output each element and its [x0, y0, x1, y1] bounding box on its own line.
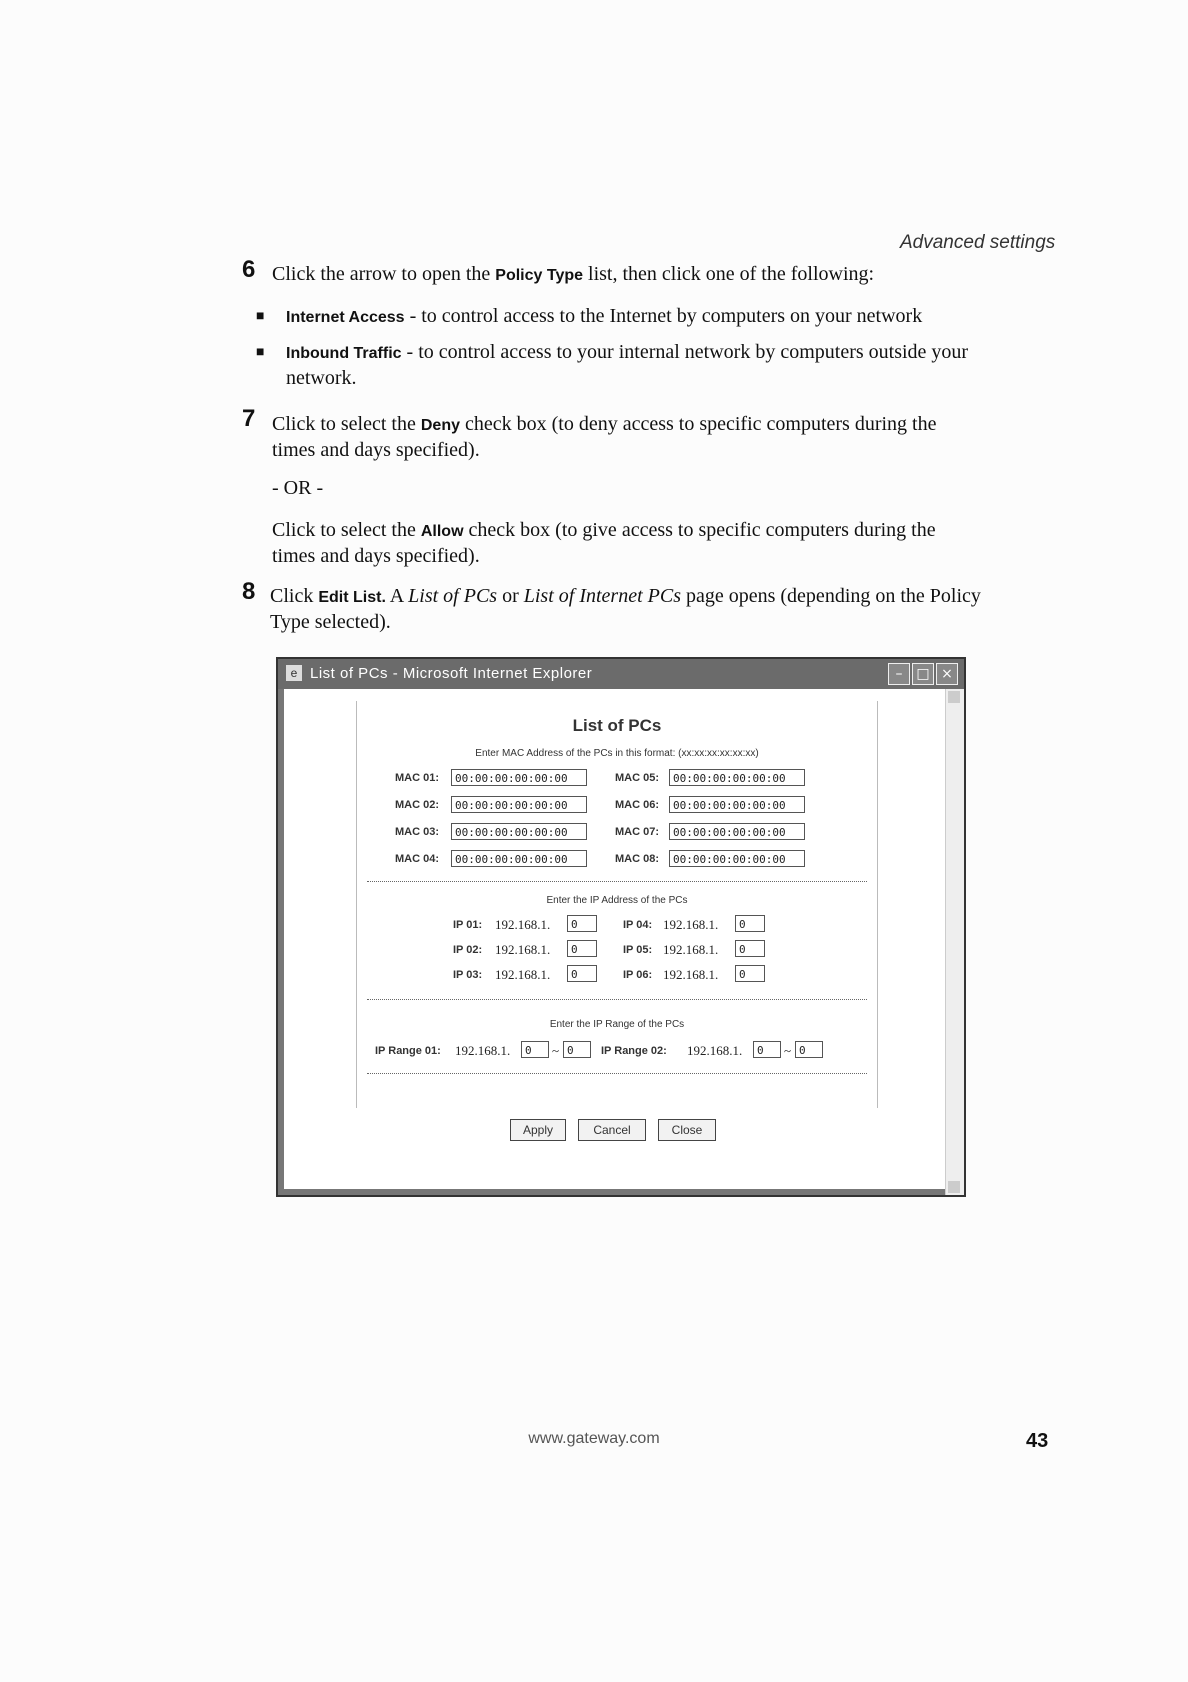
ip-label: IP 05:	[623, 944, 653, 956]
ip-input[interactable]: 0	[735, 940, 765, 957]
ip-prefix: 192.168.1.	[495, 917, 551, 932]
window-border	[278, 689, 284, 1195]
bullet-text-cont: network.	[286, 367, 357, 389]
ip-input[interactable]: 0	[735, 915, 765, 932]
step-text	[270, 584, 1070, 634]
allow-term: Allow	[420, 523, 464, 540]
mac-input[interactable]: 00:00:00:00:00:00	[451, 796, 587, 813]
ip-prefix: 192.168.1.	[663, 942, 719, 957]
ip-input[interactable]: 0	[567, 965, 597, 982]
ip-label: IP 04:	[623, 919, 653, 931]
ip-prefix: 192.168.1.	[495, 967, 551, 982]
window-border	[278, 1189, 964, 1195]
window-titlebar	[278, 659, 964, 689]
mac-input[interactable]: 00:00:00:00:00:00	[669, 850, 805, 867]
or-separator: - OR -	[272, 477, 324, 499]
edit-list-term: Edit List.	[318, 589, 386, 606]
mac-label: MAC 05:	[615, 772, 660, 784]
step-text-pre: Click to select the	[272, 519, 421, 541]
ip-input[interactable]: 0	[567, 915, 597, 932]
step-text-mid: or	[497, 585, 524, 607]
step-text-cont: times and days specified).	[272, 439, 480, 461]
cancel-button[interactable]: Cancel	[578, 1119, 646, 1141]
bullet-text: - to control access to the Internet by computers on your network	[404, 305, 923, 327]
ip-prefix: 192.168.1.	[495, 942, 551, 957]
range-separator: ~	[784, 1043, 792, 1058]
range-instruction: Enter the IP Range of the PCs	[549, 1019, 685, 1030]
bullet-item	[286, 304, 1066, 330]
page-number: 43	[1026, 1430, 1049, 1452]
maximize-icon[interactable]: □	[912, 663, 934, 685]
divider	[367, 881, 867, 882]
mac-input[interactable]: 00:00:00:00:00:00	[669, 823, 805, 840]
mac-instruction: Enter MAC Address of the PCs in this format: (xx:xx:xx:xx:xx:xx)	[475, 748, 759, 759]
step-text-cont: times and days specified).	[272, 545, 480, 567]
mac-label: MAC 07:	[615, 826, 660, 838]
minimize-icon[interactable]: –	[888, 663, 910, 685]
mac-input[interactable]: 00:00:00:00:00:00	[451, 850, 587, 867]
step-text-post: list, then click one of the following:	[583, 263, 875, 285]
range-to-input[interactable]: 0	[795, 1041, 823, 1058]
section-header: Advanced settings	[900, 232, 1056, 253]
ip-label: IP 06:	[623, 969, 653, 981]
step-text	[272, 262, 1072, 288]
step-text-cont: Type selected).	[270, 611, 391, 633]
step-text-post: check box (to deny access to specific computers during the	[459, 413, 937, 435]
bullet-term: Internet Access	[286, 309, 405, 326]
scroll-up-icon[interactable]	[948, 691, 960, 703]
mac-input[interactable]: 00:00:00:00:00:00	[669, 769, 805, 786]
step-number: 6	[242, 256, 256, 283]
bullet-text: - to control access to your internal network by computers outside your	[401, 341, 969, 363]
divider	[367, 999, 867, 1000]
list-of-pcs-term: List of PCs	[408, 585, 498, 607]
range-label: IP Range 01:	[375, 1045, 441, 1057]
mac-label: MAC 03:	[395, 826, 440, 838]
range-label: IP Range 02:	[601, 1045, 667, 1057]
bullet-term: Inbound Traffic	[286, 345, 402, 362]
apply-button[interactable]: Apply	[510, 1119, 566, 1141]
ip-label: IP 02:	[453, 944, 483, 956]
close-button[interactable]: Close	[658, 1119, 716, 1141]
list-of-pcs-panel	[356, 701, 878, 1108]
ip-instruction: Enter the IP Address of the PCs	[546, 895, 688, 906]
ie-icon: e	[286, 665, 302, 681]
deny-term: Deny	[420, 417, 460, 434]
range-from-input[interactable]: 0	[753, 1041, 781, 1058]
mac-label: MAC 06:	[615, 799, 660, 811]
close-icon[interactable]: ×	[936, 663, 958, 685]
ie-window-screenshot	[276, 657, 966, 1197]
ip-prefix: 192.168.1.	[687, 1043, 743, 1058]
mac-label: MAC 02:	[395, 799, 440, 811]
bullet-icon: ■	[256, 345, 265, 360]
footer-url: www.gateway.com	[528, 1430, 660, 1447]
list-of-internet-pcs-term: List of Internet PCs	[523, 585, 681, 607]
mac-input[interactable]: 00:00:00:00:00:00	[669, 796, 805, 813]
step-text	[272, 518, 1072, 568]
mac-input[interactable]: 00:00:00:00:00:00	[451, 769, 587, 786]
vertical-scrollbar[interactable]	[945, 689, 964, 1195]
mac-label: MAC 08:	[615, 853, 660, 865]
ip-label: IP 03:	[453, 969, 483, 981]
ip-prefix: 192.168.1.	[663, 967, 719, 982]
step-text-pre: Click	[270, 585, 319, 607]
policy-type-term: Policy Type	[495, 267, 584, 284]
ip-label: IP 01:	[453, 919, 483, 931]
ip-prefix: 192.168.1.	[663, 917, 719, 932]
page-title: List of PCs	[572, 716, 662, 735]
step-text-pre: Click to select the	[272, 413, 421, 435]
step-number: 7	[242, 405, 256, 432]
range-from-input[interactable]: 0	[521, 1041, 549, 1058]
scroll-down-icon[interactable]	[948, 1181, 960, 1193]
divider	[367, 1073, 867, 1074]
ip-input[interactable]: 0	[735, 965, 765, 982]
ip-input[interactable]: 0	[567, 940, 597, 957]
step-text-pre: Click the arrow to open the	[272, 263, 496, 285]
step-text-post: check box (to give access to specific computers during the	[463, 519, 936, 541]
range-to-input[interactable]: 0	[563, 1041, 591, 1058]
mac-label: MAC 04:	[395, 853, 440, 865]
step-number: 8	[242, 578, 256, 605]
bullet-icon: ■	[256, 309, 265, 324]
step-text	[272, 412, 1072, 462]
mac-label: MAC 01:	[395, 772, 440, 784]
mac-input[interactable]: 00:00:00:00:00:00	[451, 823, 587, 840]
ip-prefix: 192.168.1.	[455, 1043, 511, 1058]
bullet-item	[286, 340, 1086, 390]
range-separator: ~	[552, 1043, 560, 1058]
step-text-mid: A	[385, 585, 409, 607]
step-text-post: page opens (depending on the Policy	[680, 585, 981, 607]
window-title: List of PCs - Microsoft Internet Explorer	[310, 665, 593, 682]
